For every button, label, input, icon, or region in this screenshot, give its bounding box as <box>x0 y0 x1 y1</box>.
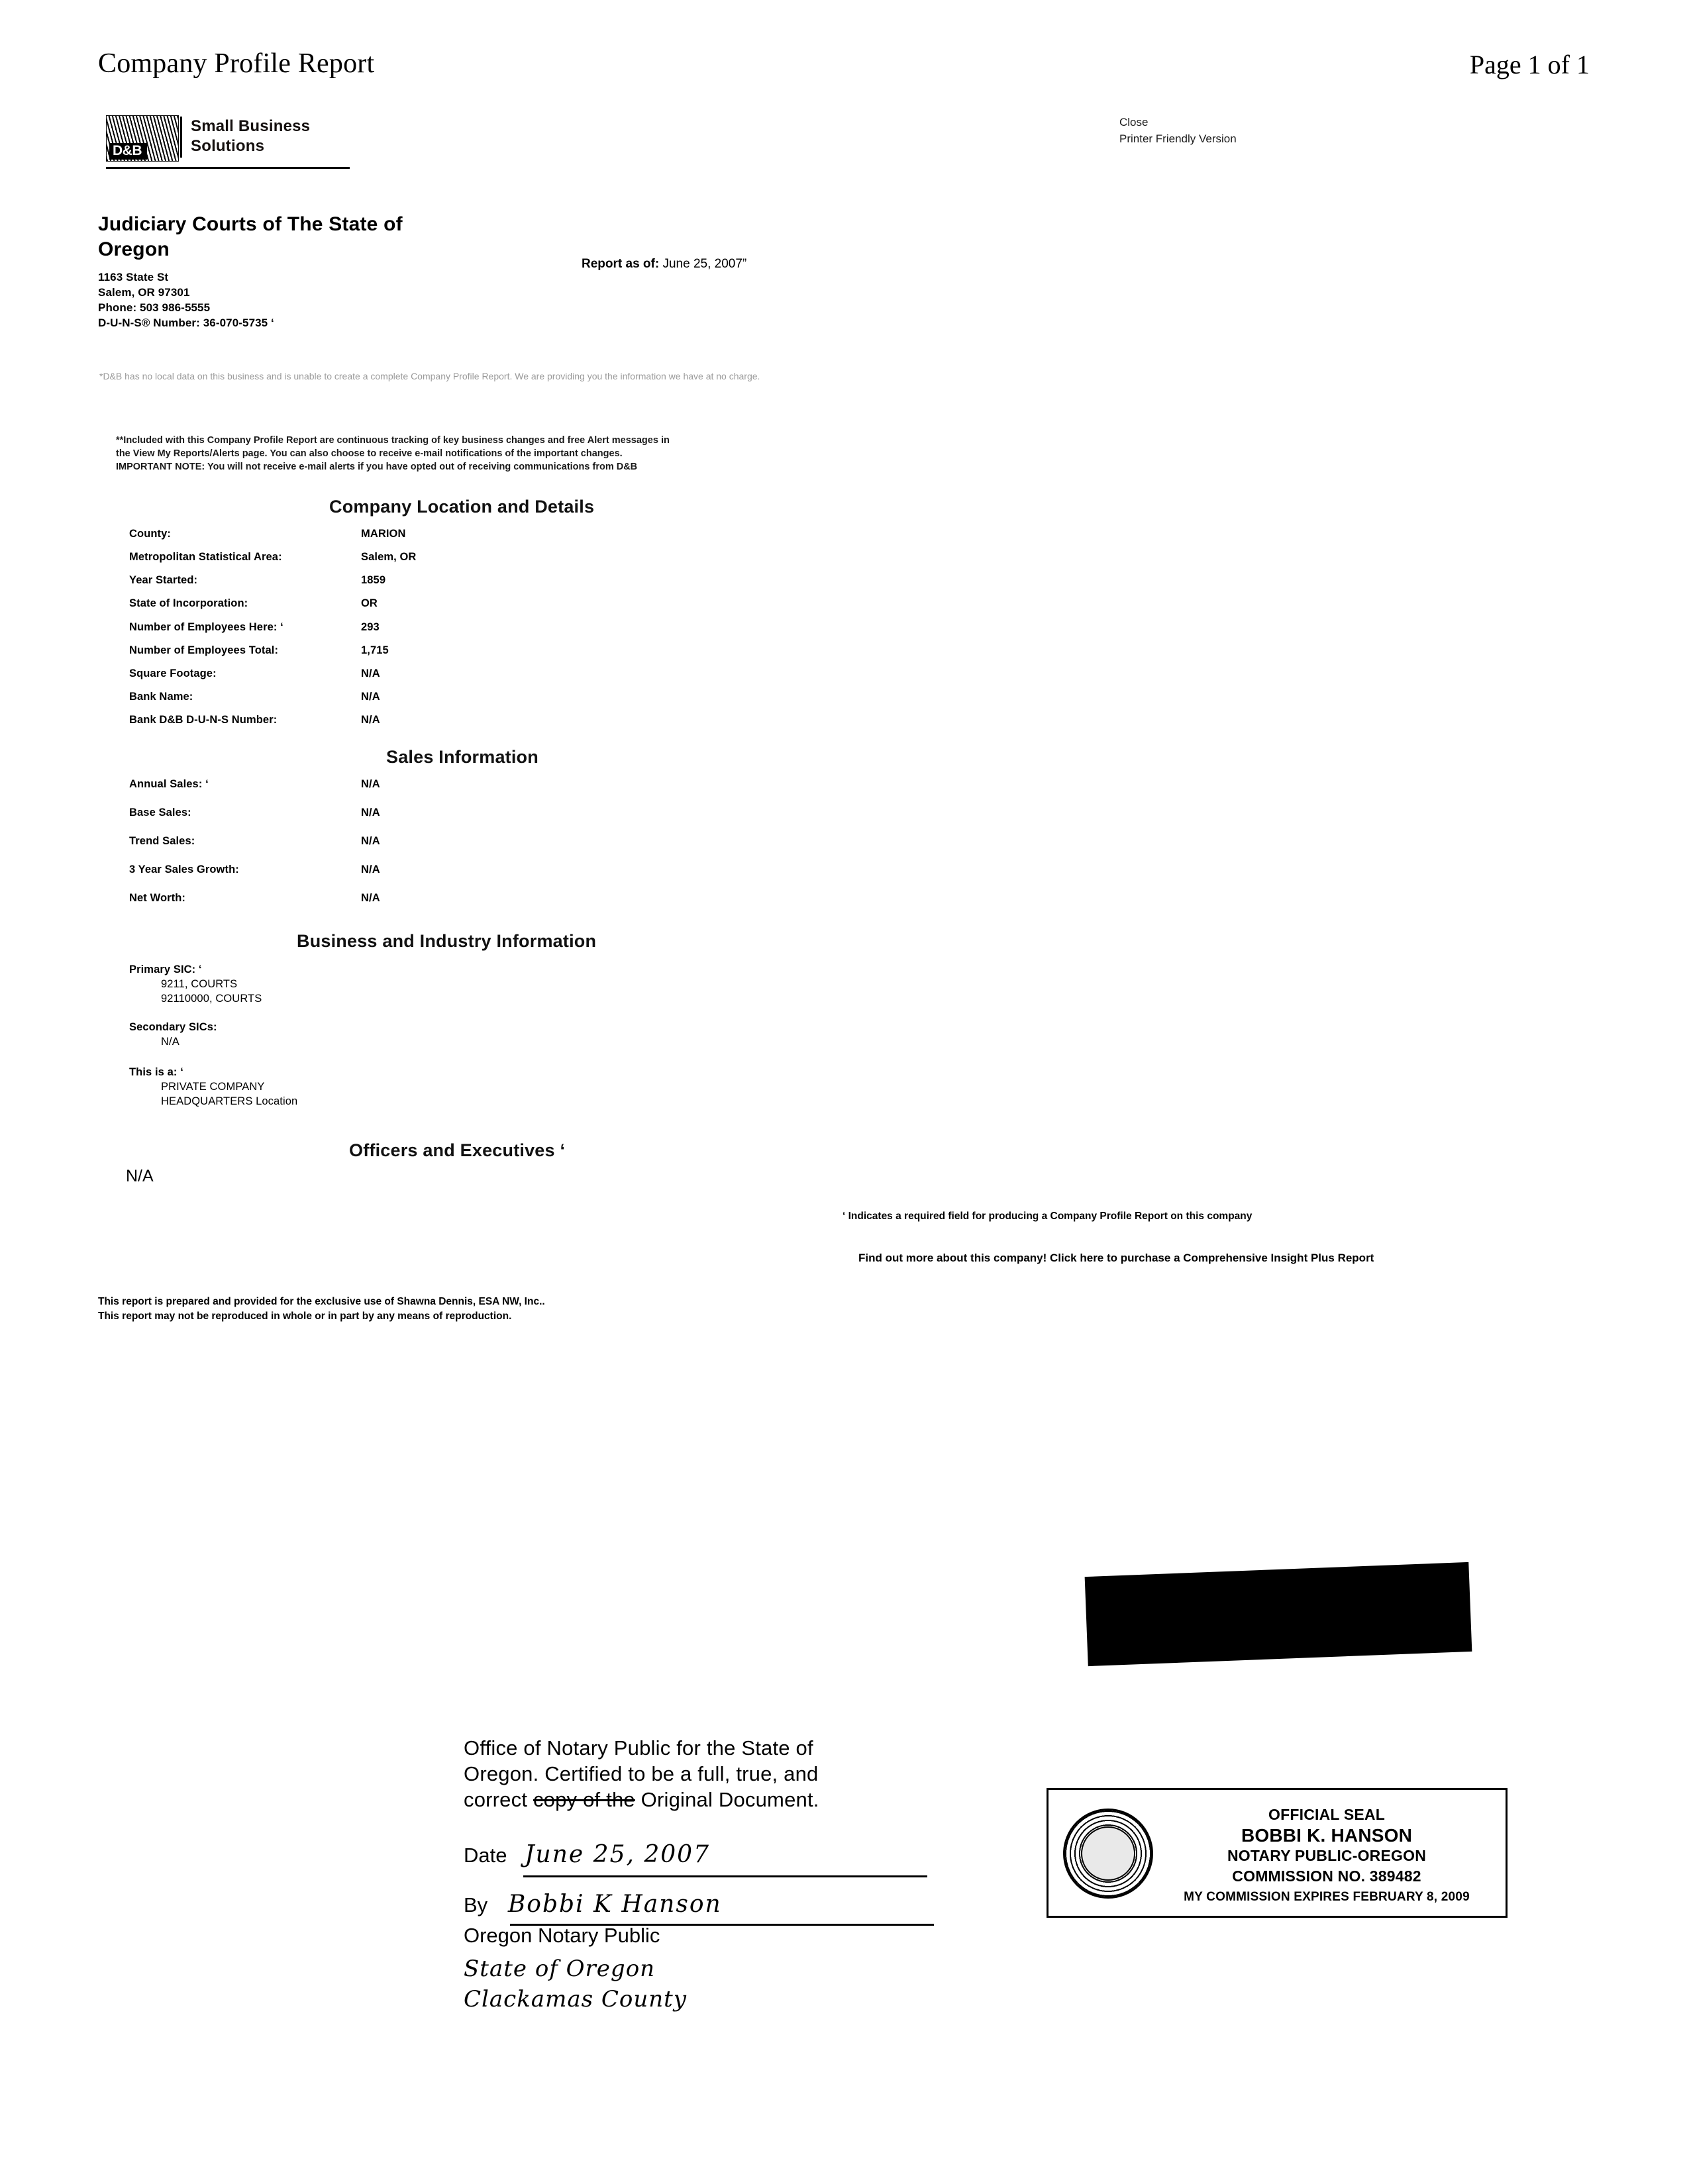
report-as-of-value: June 25, 2007” <box>662 257 747 271</box>
row-annual-sales-value: N/A <box>361 778 380 790</box>
row-sales-growth-value: N/A <box>361 864 380 875</box>
included-note-line-1: **Included with this Company Profile Report are continuous tracking of key business changes and free Alert messages in <box>116 435 670 446</box>
row-base-sales-label: Base Sales: <box>129 807 191 819</box>
row-base-sales-value: N/A <box>361 807 380 819</box>
primary-sic-value-1: 9211, COURTS <box>161 978 238 990</box>
find-out-more-link[interactable]: Find out more about this company! Click here to purchase a Comprehensive Insight Plus Report <box>858 1252 1374 1264</box>
notary-date-underline <box>523 1875 927 1877</box>
dnb-logo-icon <box>106 115 179 162</box>
row-employees-total-label: Number of Employees Total: <box>129 644 279 656</box>
row-state-incorporation-value: OR <box>361 597 378 609</box>
included-note-line-3: IMPORTANT NOTE: You will not receive e-mail alerts if you have opted out of receiving communications from D&B <box>116 462 638 472</box>
section-heading-location: Company Location and Details <box>329 497 595 517</box>
logo-divider <box>180 117 182 158</box>
this-is-a-value-2: HEADQUARTERS Location <box>161 1095 298 1107</box>
no-local-data-note: *D&B has no local data on this business and is unable to create a complete Company Profile Report. We are providing you the information we have at no charge. <box>99 371 760 381</box>
logo-rule <box>106 167 350 169</box>
included-note-line-2: the View My Reports/Alerts page. You can also choose to receive e-mail notifications of the important changes. <box>116 448 623 459</box>
seal-commission: COMMISSION NO. 389482 <box>1232 1867 1421 1885</box>
dnb-logo <box>106 114 351 174</box>
top-links <box>1119 114 1237 147</box>
prepared-for-line-1: This report is prepared and provided for the exclusive use of Shawna Dennis, ESA NW, Inc.. <box>98 1296 545 1307</box>
notary-date-label: Date <box>464 1844 507 1867</box>
required-field-footnote: ‘ Indicates a required field for producing a Company Profile Report on this company <box>843 1211 1253 1222</box>
notary-handwritten-note <box>464 1954 687 2014</box>
seal-text <box>1161 1805 1492 1907</box>
notary-line-3-strike: copy of the <box>533 1788 635 1811</box>
printer-friendly-link[interactable]: Printer Friendly Version <box>1119 132 1237 145</box>
company-phone: Phone: 503 986-5555 <box>98 301 211 314</box>
row-trend-sales-label: Trend Sales: <box>129 835 195 847</box>
notary-line-3-b: Original Document. <box>635 1788 819 1811</box>
company-street: 1163 State St <box>98 271 169 283</box>
row-bank-name-label: Bank Name: <box>129 691 193 703</box>
notary-signature: Bobbi K Hanson <box>507 1891 722 1918</box>
row-year-started-label: Year Started: <box>129 574 198 586</box>
row-year-started-value: 1859 <box>361 574 386 586</box>
row-bank-duns-value: N/A <box>361 714 380 726</box>
section-heading-sales: Sales Information <box>386 747 538 767</box>
report-as-of <box>582 257 746 272</box>
section-heading-industry: Business and Industry Information <box>297 931 597 951</box>
row-sales-growth-label: 3 Year Sales Growth: <box>129 864 239 875</box>
row-annual-sales-label: Annual Sales: ‘ <box>129 778 209 790</box>
row-bank-name-value: N/A <box>361 691 380 703</box>
company-name: Judiciary Courts of The State of Oregon <box>98 213 403 260</box>
row-state-incorporation-label: State of Incorporation: <box>129 597 248 609</box>
notary-line-3-a: correct <box>464 1788 533 1811</box>
primary-sic-label: Primary SIC: ‘ <box>129 964 202 975</box>
prepared-for-line-2: This report may not be reproduced in whole or in part by any means of reproduction. <box>98 1311 512 1322</box>
logo-text <box>191 117 310 156</box>
this-is-a-label: This is a: ‘ <box>129 1066 183 1078</box>
notary-line-1: Office of Notary Public for the State of <box>464 1736 813 1760</box>
seal-expires: MY COMMISSION EXPIRES FEBRUARY 8, 2009 <box>1184 1890 1470 1904</box>
primary-sic-block <box>129 962 262 1006</box>
included-note <box>116 434 838 473</box>
notary-by-label: By <box>464 1893 488 1916</box>
seal-name: BOBBI K. HANSON <box>1241 1825 1413 1846</box>
primary-sic-value-2: 92110000, COURTS <box>161 993 262 1005</box>
notary-hand-line-2: Clackamas County <box>464 1986 687 2012</box>
redaction-bar <box>1085 1562 1472 1666</box>
close-link[interactable]: Close <box>1119 116 1149 128</box>
notary-line-3 <box>464 1787 941 1812</box>
official-seal <box>1047 1788 1508 1918</box>
company-duns: D-U-N-S® Number: 36-070-5735 ‘ <box>98 317 274 329</box>
notary-date-row <box>464 1841 710 1868</box>
logo-line-2: Solutions <box>191 137 265 155</box>
secondary-sic-block <box>129 1020 217 1049</box>
logo-line-1: Small Business <box>191 117 311 135</box>
row-net-worth-label: Net Worth: <box>129 892 186 904</box>
row-employees-here-value: 293 <box>361 621 380 633</box>
row-msa-value: Salem, OR <box>361 551 417 563</box>
secondary-sic-label: Secondary SICs: <box>129 1021 217 1033</box>
company-address <box>98 270 274 330</box>
notary-certification-text <box>464 1735 941 1812</box>
notary-by-row <box>464 1891 722 1918</box>
section-heading-officers: Officers and Executives ‘ <box>349 1140 566 1160</box>
secondary-sic-value-1: N/A <box>161 1036 179 1048</box>
row-employees-total-value: 1,715 <box>361 644 389 656</box>
this-is-a-value-1: PRIVATE COMPANY <box>161 1081 265 1093</box>
report-as-of-label: Report as of: <box>582 257 660 271</box>
row-msa-label: Metropolitan Statistical Area: <box>129 551 282 563</box>
page-indicator: Page 1 of 1 <box>1469 50 1590 79</box>
notary-hand-line-1: State of Oregon <box>464 1956 656 1982</box>
seal-role: NOTARY PUBLIC-OREGON <box>1227 1847 1427 1864</box>
page-title: Company Profile Report <box>98 48 375 79</box>
notary-date-value: June 25, 2007 <box>525 1841 710 1868</box>
notary-line-2: Oregon. Certified to be a full, true, and <box>464 1762 819 1785</box>
row-net-worth-value: N/A <box>361 892 380 904</box>
row-trend-sales-value: N/A <box>361 835 380 847</box>
seal-emblem-icon <box>1063 1809 1153 1899</box>
row-bank-duns-label: Bank D&B D-U-N-S Number: <box>129 714 278 726</box>
row-square-footage-value: N/A <box>361 668 380 679</box>
officers-value: N/A <box>126 1167 154 1185</box>
prepared-for-note <box>98 1295 545 1324</box>
this-is-a-block <box>129 1065 297 1109</box>
notary-role: Oregon Notary Public <box>464 1924 660 1947</box>
row-square-footage-label: Square Footage: <box>129 668 217 679</box>
row-county-label: County: <box>129 528 172 540</box>
seal-title: OFFICIAL SEAL <box>1268 1806 1385 1823</box>
row-employees-here-label: Number of Employees Here: ‘ <box>129 621 283 633</box>
company-city-state-zip: Salem, OR 97301 <box>98 286 190 299</box>
row-county-value: MARION <box>361 528 406 540</box>
